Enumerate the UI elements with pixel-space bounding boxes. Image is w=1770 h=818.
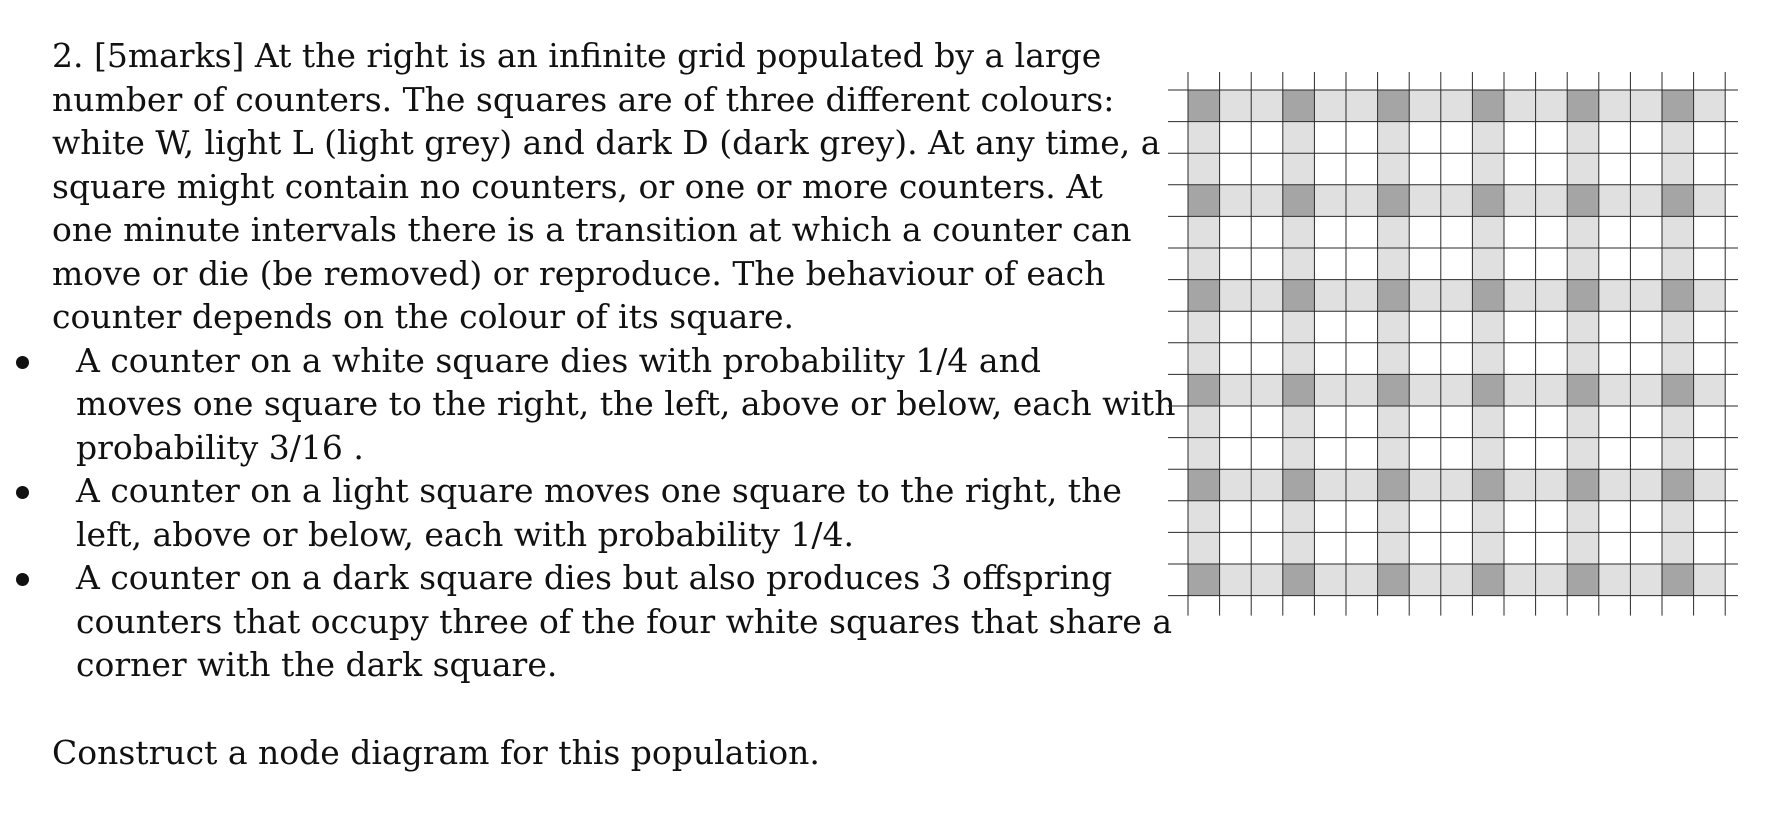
- light-square: [1283, 153, 1315, 185]
- light-square: [1694, 564, 1726, 596]
- light-square: [1188, 438, 1220, 470]
- dark-square: [1567, 90, 1599, 122]
- dark-square: [1283, 469, 1315, 501]
- closing-instruction: Construct a node diagram for this population.: [52, 732, 820, 772]
- dark-square: [1472, 564, 1504, 596]
- light-square: [1536, 374, 1568, 406]
- light-square: [1251, 185, 1283, 217]
- light-square: [1188, 343, 1220, 375]
- light-square: [1504, 374, 1536, 406]
- intro-line: one minute intervals there is a transition at which a counter can: [52, 210, 1132, 249]
- bullet-icon: [16, 573, 29, 586]
- rule-line: A counter on a dark square dies but also produces 3 offspring: [76, 558, 1113, 597]
- dark-square: [1283, 564, 1315, 596]
- light-square: [1346, 564, 1378, 596]
- light-square: [1220, 90, 1252, 122]
- dark-square: [1378, 374, 1410, 406]
- light-square: [1472, 438, 1504, 470]
- light-square: [1251, 374, 1283, 406]
- light-square: [1378, 122, 1410, 154]
- dark-square: [1662, 280, 1694, 312]
- light-square: [1188, 311, 1220, 343]
- light-square: [1378, 248, 1410, 280]
- light-square: [1662, 501, 1694, 533]
- light-square: [1567, 532, 1599, 564]
- dark-square: [1567, 564, 1599, 596]
- dark-square: [1662, 374, 1694, 406]
- dark-square: [1567, 374, 1599, 406]
- light-square: [1662, 532, 1694, 564]
- light-square: [1567, 153, 1599, 185]
- light-square: [1662, 438, 1694, 470]
- light-square: [1220, 280, 1252, 312]
- bullet-icon: [16, 356, 29, 369]
- light-square: [1694, 469, 1726, 501]
- light-square: [1314, 90, 1346, 122]
- light-square: [1694, 374, 1726, 406]
- light-square: [1599, 90, 1631, 122]
- light-square: [1283, 406, 1315, 438]
- dark-square: [1378, 564, 1410, 596]
- light-square: [1536, 564, 1568, 596]
- dark-square: [1283, 280, 1315, 312]
- light-square: [1441, 185, 1473, 217]
- light-square: [1378, 501, 1410, 533]
- light-square: [1220, 564, 1252, 596]
- light-square: [1472, 216, 1504, 248]
- light-square: [1283, 438, 1315, 470]
- light-square: [1472, 532, 1504, 564]
- colour-grid: [1168, 72, 1738, 618]
- dark-square: [1662, 185, 1694, 217]
- light-square: [1188, 501, 1220, 533]
- dark-square: [1188, 280, 1220, 312]
- light-square: [1599, 564, 1631, 596]
- light-square: [1314, 374, 1346, 406]
- grid-lines: [1168, 72, 1738, 616]
- dark-square: [1188, 564, 1220, 596]
- light-square: [1599, 280, 1631, 312]
- light-square: [1314, 469, 1346, 501]
- light-square: [1472, 406, 1504, 438]
- light-square: [1188, 532, 1220, 564]
- light-square: [1599, 185, 1631, 217]
- light-square: [1536, 90, 1568, 122]
- light-square: [1630, 469, 1662, 501]
- dark-square: [1662, 564, 1694, 596]
- light-square: [1567, 343, 1599, 375]
- light-square: [1441, 469, 1473, 501]
- light-square: [1630, 374, 1662, 406]
- light-square: [1504, 280, 1536, 312]
- rules-list: [0, 339, 1176, 687]
- dark-square: [1472, 280, 1504, 312]
- light-square: [1472, 153, 1504, 185]
- light-square: [1251, 90, 1283, 122]
- light-square: [1472, 311, 1504, 343]
- light-square: [1630, 564, 1662, 596]
- light-square: [1283, 216, 1315, 248]
- light-square: [1662, 406, 1694, 438]
- light-square: [1251, 469, 1283, 501]
- light-square: [1409, 185, 1441, 217]
- light-square: [1283, 122, 1315, 154]
- dark-square: [1283, 90, 1315, 122]
- dark-square: [1188, 90, 1220, 122]
- light-square: [1378, 153, 1410, 185]
- light-square: [1188, 153, 1220, 185]
- light-square: [1472, 343, 1504, 375]
- light-square: [1346, 374, 1378, 406]
- rule-line: counters that occupy three of the four white squares that share a: [76, 601, 1172, 641]
- dark-square: [1472, 90, 1504, 122]
- light-square: [1409, 90, 1441, 122]
- question-text: [52, 34, 1176, 774]
- rule-line: A counter on a white square dies with probability 1/4 and: [76, 340, 1041, 380]
- light-square: [1662, 216, 1694, 248]
- colour-grid-figure: [1168, 72, 1738, 618]
- light-square: [1662, 248, 1694, 280]
- light-square: [1346, 185, 1378, 217]
- intro-line: number of counters. The squares are of three different colours:: [52, 79, 1115, 119]
- light-square: [1567, 438, 1599, 470]
- dark-square: [1378, 185, 1410, 217]
- light-square: [1283, 248, 1315, 280]
- light-square: [1188, 216, 1220, 248]
- light-square: [1283, 532, 1315, 564]
- dark-square: [1472, 469, 1504, 501]
- light-square: [1409, 564, 1441, 596]
- light-square: [1220, 374, 1252, 406]
- light-square: [1409, 374, 1441, 406]
- dark-square: [1567, 469, 1599, 501]
- light-square: [1536, 185, 1568, 217]
- light-square: [1472, 122, 1504, 154]
- rule-line: corner with the dark square.: [76, 645, 558, 684]
- intro-line: white W, light L (light grey) and dark D (dark grey). At any time, a: [52, 123, 1161, 162]
- light-square: [1283, 501, 1315, 533]
- light-square: [1630, 280, 1662, 312]
- rule-line: left, above or below, each with probability 1/4.: [76, 514, 854, 554]
- light-square: [1378, 311, 1410, 343]
- light-square: [1220, 185, 1252, 217]
- light-square: [1536, 280, 1568, 312]
- dark-square: [1283, 185, 1315, 217]
- light-square: [1599, 469, 1631, 501]
- light-square: [1251, 280, 1283, 312]
- rule-light-square: [0, 469, 1122, 556]
- light-square: [1567, 311, 1599, 343]
- light-square: [1567, 501, 1599, 533]
- dark-square: [1378, 280, 1410, 312]
- light-square: [1630, 90, 1662, 122]
- intro-line: 2. [5marks] At the right is an infinite grid populated by a large: [52, 36, 1102, 75]
- light-square: [1409, 280, 1441, 312]
- light-square: [1188, 248, 1220, 280]
- light-square: [1567, 122, 1599, 154]
- light-square: [1346, 90, 1378, 122]
- light-square: [1472, 248, 1504, 280]
- light-square: [1283, 343, 1315, 375]
- light-square: [1694, 90, 1726, 122]
- light-square: [1662, 122, 1694, 154]
- light-square: [1599, 374, 1631, 406]
- light-square: [1314, 564, 1346, 596]
- light-square: [1536, 469, 1568, 501]
- light-square: [1662, 153, 1694, 185]
- light-square: [1409, 469, 1441, 501]
- light-square: [1378, 216, 1410, 248]
- dark-square: [1283, 374, 1315, 406]
- dark-square: [1378, 90, 1410, 122]
- light-square: [1441, 280, 1473, 312]
- light-square: [1630, 185, 1662, 217]
- light-square: [1441, 374, 1473, 406]
- light-square: [1314, 280, 1346, 312]
- light-square: [1504, 185, 1536, 217]
- light-square: [1251, 564, 1283, 596]
- bullet-icon: [16, 486, 29, 499]
- rule-white-square: [0, 339, 1176, 470]
- light-square: [1472, 501, 1504, 533]
- light-square: [1567, 216, 1599, 248]
- light-square: [1504, 564, 1536, 596]
- rule-line: A counter on a light square moves one square to the right, the: [76, 471, 1122, 510]
- light-square: [1283, 311, 1315, 343]
- light-square: [1314, 185, 1346, 217]
- light-square: [1441, 90, 1473, 122]
- light-square: [1188, 406, 1220, 438]
- light-square: [1694, 280, 1726, 312]
- dark-square: [1567, 185, 1599, 217]
- rule-line: moves one square to the right, the left, above or below, each with: [76, 384, 1176, 423]
- dark-square: [1188, 374, 1220, 406]
- light-square: [1378, 438, 1410, 470]
- intro-line: move or die (be removed) or reproduce. The behaviour of each: [52, 253, 1106, 293]
- light-square: [1346, 280, 1378, 312]
- intro-line: counter depends on the colour of its square.: [52, 297, 795, 336]
- light-square: [1346, 469, 1378, 501]
- dark-square: [1378, 469, 1410, 501]
- light-square: [1662, 311, 1694, 343]
- dark-square: [1472, 374, 1504, 406]
- light-square: [1378, 343, 1410, 375]
- light-square: [1441, 564, 1473, 596]
- dark-square: [1188, 185, 1220, 217]
- light-square: [1378, 406, 1410, 438]
- dark-square: [1472, 185, 1504, 217]
- light-square: [1694, 185, 1726, 217]
- light-square: [1504, 90, 1536, 122]
- light-square: [1378, 532, 1410, 564]
- light-square: [1567, 406, 1599, 438]
- question-intro: [52, 34, 1161, 339]
- light-square: [1220, 469, 1252, 501]
- rule-dark-square: [0, 556, 1172, 687]
- rule-line: probability 3/16 .: [76, 427, 364, 467]
- dark-square: [1662, 469, 1694, 501]
- light-square: [1188, 122, 1220, 154]
- light-square: [1567, 248, 1599, 280]
- dark-square: [1188, 469, 1220, 501]
- light-square: [1662, 343, 1694, 375]
- light-square: [1504, 469, 1536, 501]
- intro-line: square might contain no counters, or one or more counters. At: [52, 166, 1103, 206]
- dark-square: [1567, 280, 1599, 312]
- dark-square: [1662, 90, 1694, 122]
